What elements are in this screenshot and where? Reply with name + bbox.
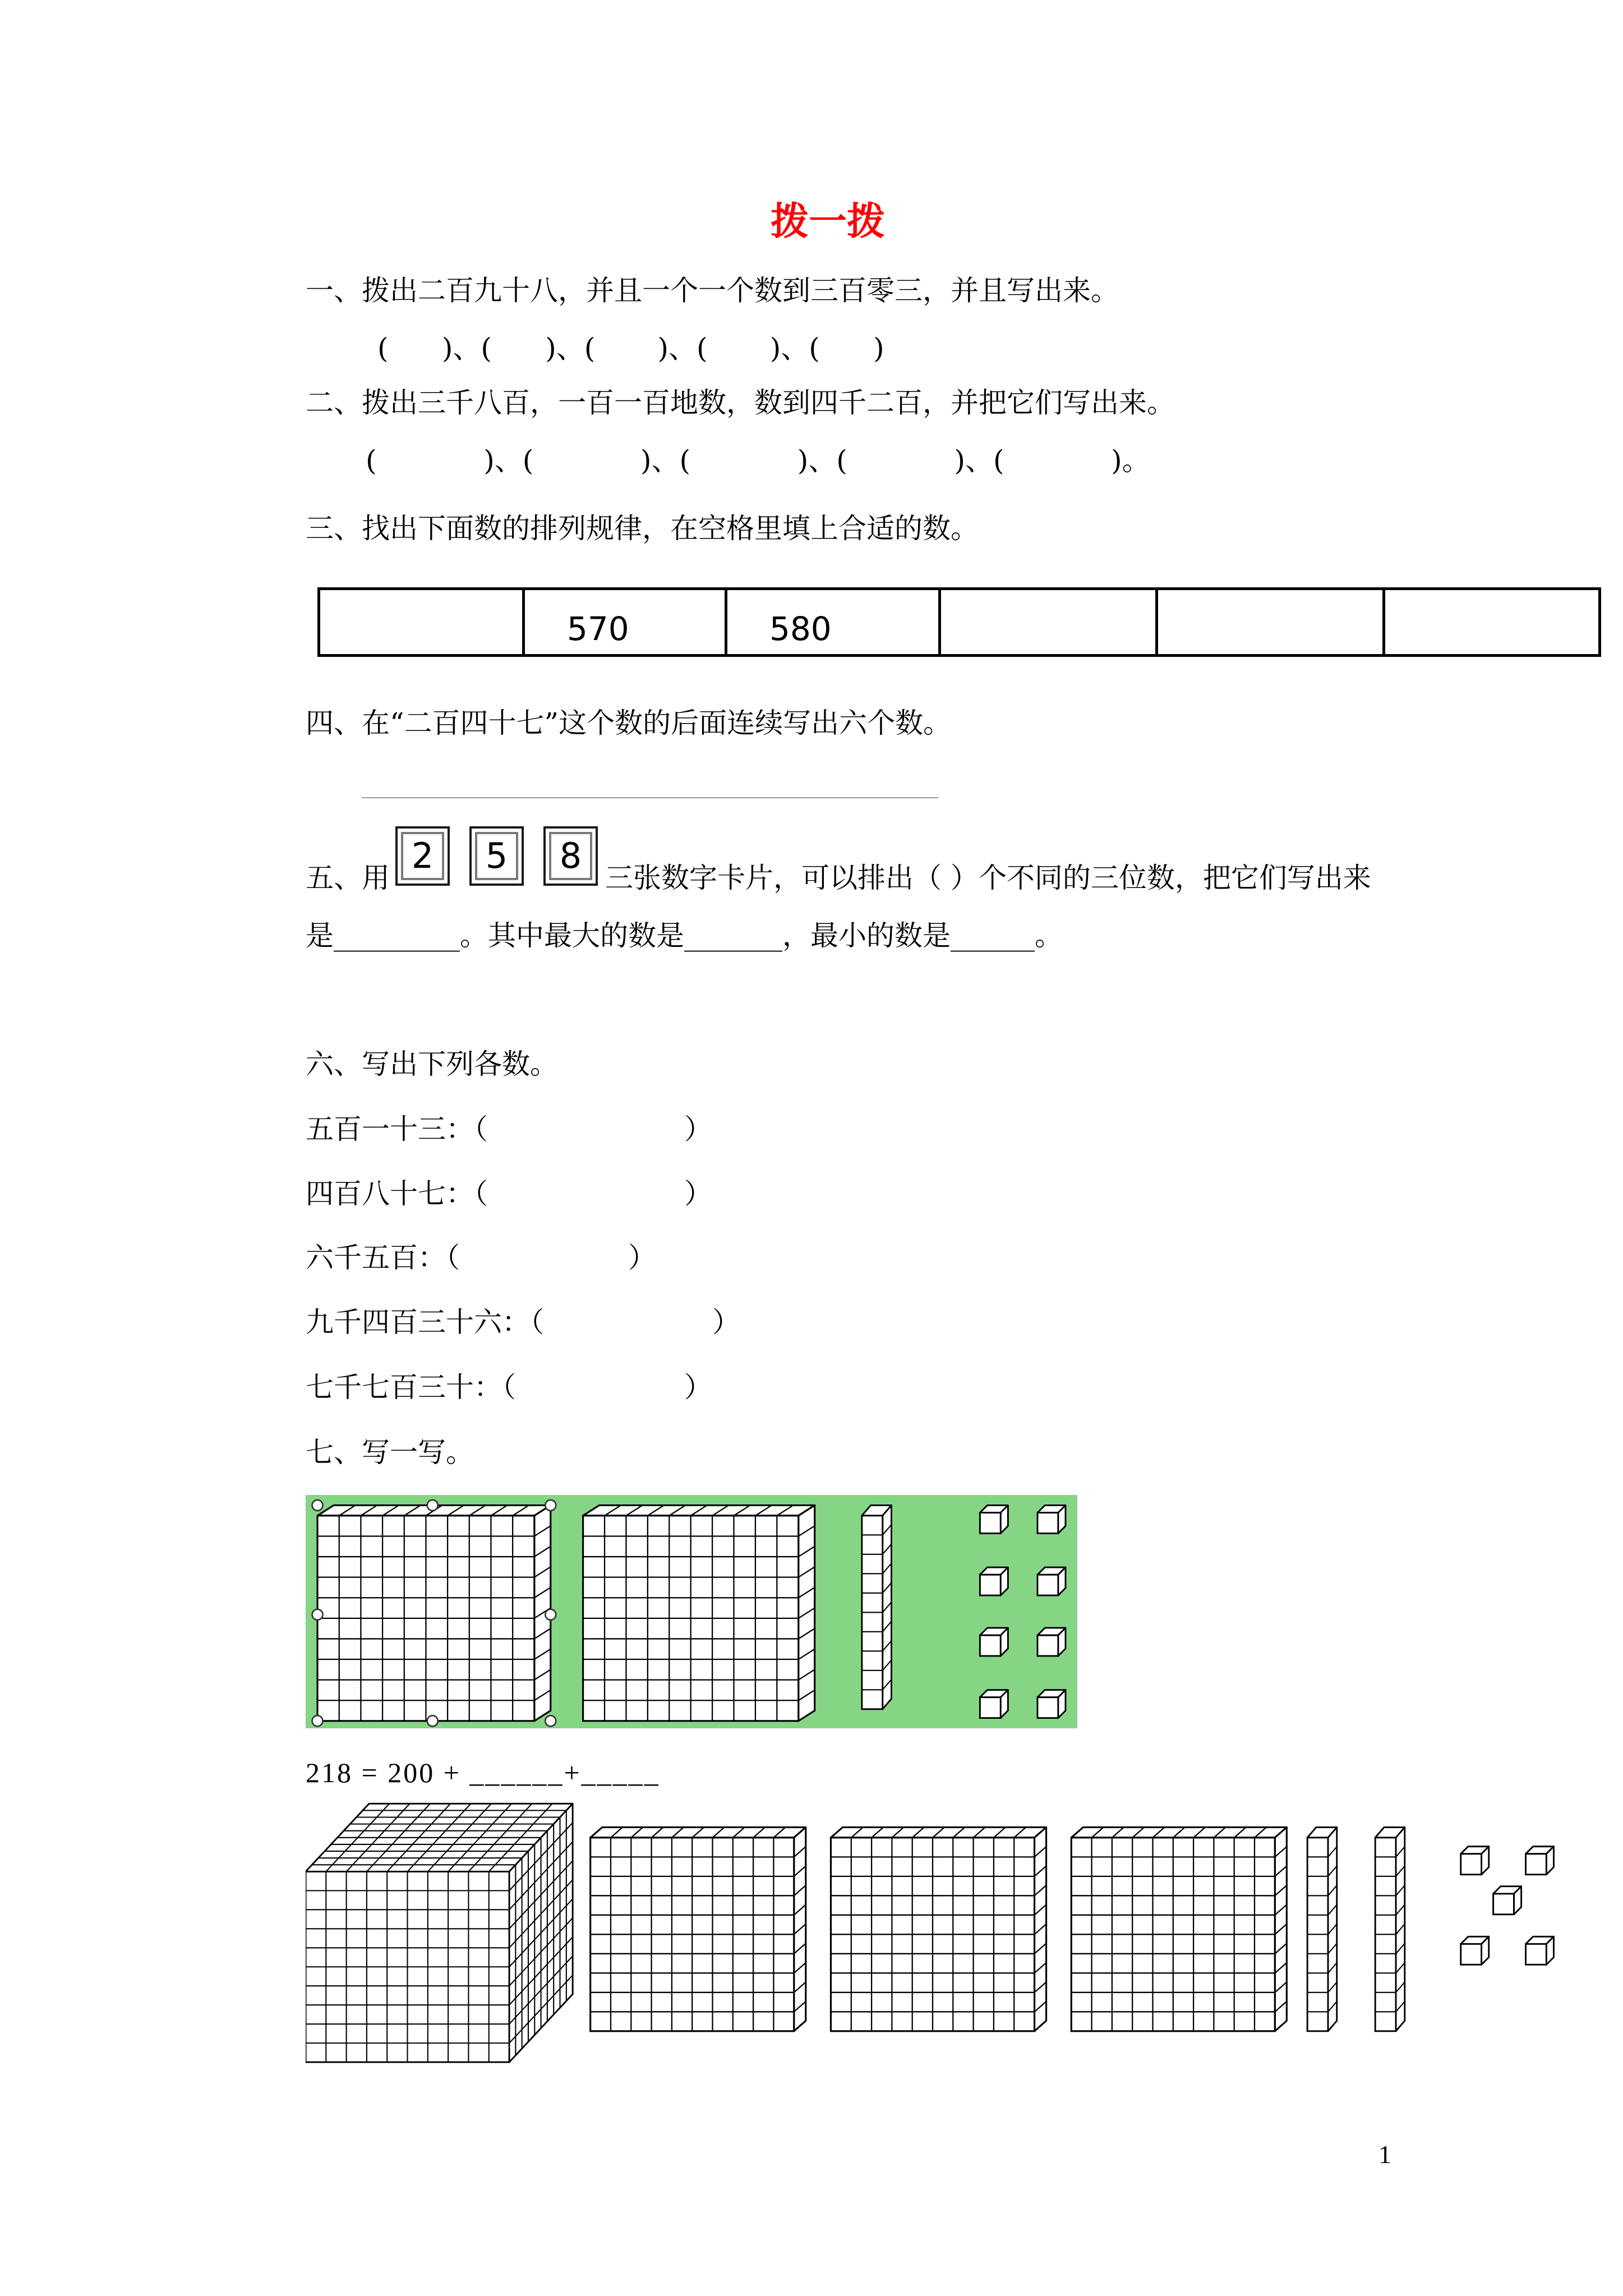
question-3-text: 三、找出下面数的排列规律，在空格里填上合适的数。 — [306, 512, 979, 545]
question-6-item: 五百一十三：（ ） — [306, 1113, 712, 1145]
question-2-answer-blanks: ( )、( )、( )、( )、( )。 — [366, 444, 1150, 477]
digit-card — [395, 826, 450, 886]
unit-cube — [980, 1628, 1008, 1656]
unit-cube — [980, 1690, 1008, 1718]
question-6-text: 六、写出下列各数。 — [306, 1048, 558, 1080]
answer-line — [362, 797, 938, 798]
digit-cards — [395, 826, 598, 886]
unit-cube — [980, 1505, 1008, 1533]
question-1-answer-blanks: ( )、( )、( )、( )、( ) — [377, 332, 884, 365]
selection-handle[interactable] — [545, 1715, 556, 1726]
unit-cube — [1038, 1690, 1066, 1718]
question-6-item: 九千四百三十六：（ ） — [306, 1306, 740, 1338]
question-7-text: 七、写一写。 — [306, 1436, 474, 1469]
question-6-item: 七千七百三十：（ ） — [306, 1371, 712, 1404]
question-5-answer-line: 是_________。其中最大的数是_______，最小的数是______。 — [306, 919, 1063, 952]
selection-handle[interactable] — [545, 1500, 556, 1511]
base-ten-blocks — [306, 1803, 1553, 2062]
hundred-flat — [317, 1505, 551, 1720]
sequence-cell — [320, 590, 522, 654]
digit-card — [543, 826, 598, 886]
selection-handle[interactable] — [427, 1500, 438, 1511]
place-value-blocks-figure-1[interactable] — [306, 1495, 1077, 1728]
selection-handle[interactable] — [312, 1500, 323, 1511]
sequence-cell — [1382, 590, 1598, 654]
unit-cube — [1038, 1567, 1066, 1595]
sequence-cell — [1155, 590, 1382, 654]
unit-cube — [1461, 1936, 1489, 1964]
digit-card-value: 8 — [549, 832, 592, 880]
selection-handle[interactable] — [312, 1715, 323, 1726]
unit-cube — [1038, 1505, 1066, 1533]
selection-handle[interactable] — [427, 1715, 438, 1726]
digit-card-value: 2 — [401, 832, 444, 880]
unit-cube — [980, 1567, 1008, 1595]
question-2-text: 二、拨出三千八百，一百一百地数，数到四千二百，并把它们写出来。 — [306, 386, 1175, 419]
digit-card — [469, 826, 524, 886]
ten-rod — [862, 1505, 892, 1709]
place-value-equation: 218 = 200 + ______+_____ — [306, 1757, 660, 1788]
unit-cube — [1493, 1887, 1521, 1915]
sequence-cell — [938, 590, 1155, 654]
page-title: 拨一拨 — [770, 199, 885, 244]
page-number: 1 — [1378, 2140, 1391, 2169]
sequence-cell: 570 — [522, 590, 725, 654]
digit-card-value: 5 — [475, 832, 518, 880]
hundred-flat — [831, 1827, 1046, 2031]
question-6-item: 四百八十七：（ ） — [306, 1177, 712, 1210]
unit-cube — [1038, 1628, 1066, 1656]
question-6-item: 六千五百：（ ） — [306, 1241, 656, 1274]
unit-cube — [1525, 1847, 1553, 1875]
ten-rod — [1307, 1827, 1337, 2031]
unit-cube — [1461, 1847, 1489, 1875]
sequence-cell: 580 — [725, 590, 938, 654]
question-5-text: 三张数字卡片，可以排出（ ）个不同的三位数，把它们写出来 — [605, 862, 1371, 894]
question-1-text: 一、拨出二百九十八，并且一个一个数到三百零三，并且写出来。 — [306, 274, 1119, 307]
number-sequence-table — [317, 587, 1601, 657]
hundred-flat — [591, 1827, 806, 2031]
ten-rod — [1375, 1827, 1405, 2031]
question-4-text: 四、在“二百四十七”这个数的后面连续写出六个数。 — [306, 707, 952, 739]
unit-cube — [1525, 1936, 1553, 1964]
hundred-flat — [583, 1505, 815, 1720]
selection-handle[interactable] — [545, 1609, 556, 1620]
selection-handle[interactable] — [312, 1609, 323, 1620]
thousand-cube — [306, 1803, 573, 2062]
hundred-flat — [1071, 1827, 1287, 2031]
place-value-blocks-figure-2 — [306, 1801, 1560, 2067]
question-5-prefix: 五、用 — [306, 862, 390, 894]
